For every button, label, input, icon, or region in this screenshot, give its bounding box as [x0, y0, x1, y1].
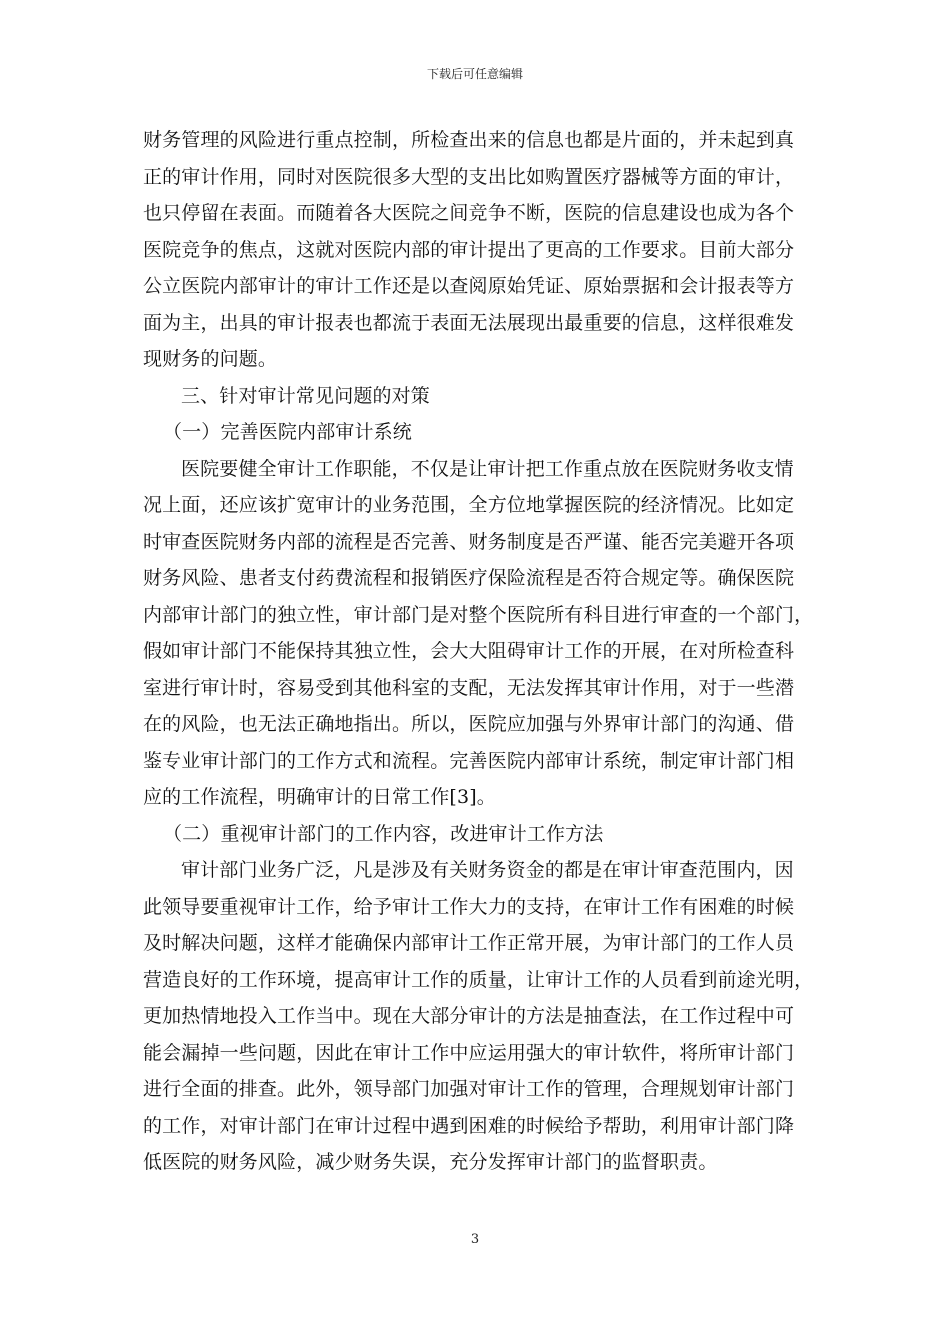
- paragraph-line: 假如审计部门不能保持其独立性，会大大阻碍审计工作的开展，在对所检查科: [143, 640, 795, 662]
- paragraph-line: 医院要健全审计工作职能，不仅是让审计把工作重点放在医院财务收支情: [181, 457, 794, 480]
- paragraph-line: 医院竞争的焦点，这就对医院内部的审计提出了更高的工作要求。目前大部分: [143, 238, 795, 261]
- subsection-heading: （二）重视审计部门的工作内容，改进审计工作方法: [163, 822, 604, 845]
- paragraph-line: 的工作，对审计部门在审计过程中遇到困难的时候给予帮助，利用审计部门降: [143, 1114, 795, 1137]
- paragraph-line: 更加热情地投入工作当中。现在大部分审计的方法是抽查法，在工作过程中可: [143, 1005, 795, 1027]
- paragraph-line: 公立医院内部审计的审计工作还是以查阅原始凭证、原始票据和会计报表等方: [143, 275, 795, 297]
- paragraph-line: 审计部门业务广泛，凡是涉及有关财务资金的都是在审计审查范围内，因: [181, 859, 794, 881]
- paragraph-line: 内部审计部门的独立性，审计部门是对整个医院所有科目进行审查的一个部门，: [143, 603, 814, 626]
- paragraph-line: 正的审计作用，同时对医院很多大型的支出比如购置医疗器械等方面的审计，: [143, 165, 795, 188]
- page-header-note: 下载后可任意编辑: [426, 67, 523, 81]
- paragraph-line: 财务风险、患者支付药费流程和报销医疗保险流程是否符合规定等。确保医院: [143, 567, 795, 589]
- document-body: [143, 122, 814, 1181]
- paragraph-line: 进行全面的排查。此外，领导部门加强对审计工作的管理，合理规划审计部门: [143, 1078, 795, 1100]
- paragraph-line: 及时解决问题，这样才能确保内部审计工作正常开展，为审计部门的工作人员: [143, 932, 795, 954]
- paragraph-line: 财务管理的风险进行重点控制，所检查出来的信息也都是片面的，并未起到真: [143, 129, 795, 151]
- paragraph-line: 现财务的问题。: [143, 348, 278, 370]
- paragraph-line: 在的风险，也无法正确地指出。所以，医院应加强与外界审计部门的沟通、借: [143, 713, 795, 735]
- paragraph-line: 面为主，出具的审计报表也都流于表面无法展现出最重要的信息，这样很难发: [143, 311, 795, 334]
- section-heading: 三、针对审计常见问题的对策: [181, 384, 430, 407]
- paragraph-line: 时审查医院财务内部的流程是否完善、财务制度是否严谨、能否完美避开各项: [143, 530, 795, 553]
- paragraph-line: 室进行审计时，容易受到其他科室的支配，无法发挥其审计作用，对于一些潜: [143, 676, 795, 699]
- paragraph-line: 营造良好的工作环境，提高审计工作的质量，让审计工作的人员看到前途光明，: [143, 968, 814, 991]
- paragraph-line: 此领导要重视审计工作，给予审计工作大力的支持，在审计工作有困难的时候: [143, 895, 795, 918]
- page-number: 3: [470, 1232, 480, 1247]
- paragraph-line: 低医院的财务风险，减少财务失误，充分发挥审计部门的监督职责。: [143, 1151, 718, 1173]
- paragraph-line: 应的工作流程，明确审计的日常工作[3]。: [143, 786, 496, 808]
- paragraph-line: 鉴专业审计部门的工作方式和流程。完善医院内部审计系统，制定审计部门相: [143, 749, 795, 772]
- subsection-heading: （一）完善医院内部审计系统: [163, 421, 412, 443]
- paragraph-line: 能会漏掉一些问题，因此在审计工作中应运用强大的审计软件，将所审计部门: [143, 1041, 795, 1064]
- paragraph-line: 况上面，还应该扩宽审计的业务范围，全方位地掌握医院的经济情况。比如定: [143, 494, 795, 516]
- paragraph-line: 也只停留在表面。而随着各大医院之间竞争不断，医院的信息建设也成为各个: [143, 202, 795, 224]
